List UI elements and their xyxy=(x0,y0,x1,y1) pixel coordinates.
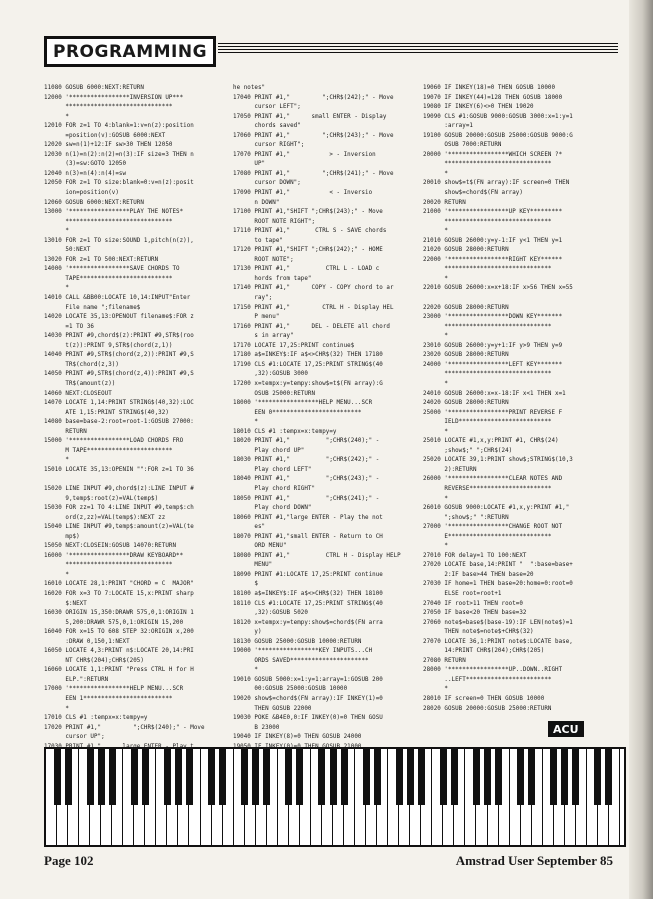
code-line: cursor LEFT"; xyxy=(233,104,301,111)
code-line: 25020 LOCATE 39,1:PRINT show$;STRING$(10,3 xyxy=(423,457,573,464)
code-line xyxy=(44,475,234,485)
code-line: 13000 '*****************PLAY THE NOTES* xyxy=(44,209,184,216)
black-key xyxy=(363,749,370,805)
code-line: 00:GOSUB 25000:GOSUB 10000 xyxy=(233,686,348,693)
code-line: 28000 '*****************UP..DOWN..RIGHT xyxy=(423,667,563,674)
black-key xyxy=(484,749,491,805)
code-line: IELD************************** xyxy=(423,419,552,426)
code-line: ray"; xyxy=(233,295,273,302)
code-line: 18080 PRINT #1," CTRL H - Display HELP xyxy=(233,552,401,559)
code-line: 19100 GOSUB 20000:GOSUB 25000:GOSUB 9000:G xyxy=(423,132,573,139)
black-key xyxy=(219,749,226,805)
black-key xyxy=(109,749,116,805)
code-line: 18050 PRINT #1," ";CHR$(241);" - xyxy=(233,495,380,502)
code-line: 27000 '*****************CHANGE ROOT NOT xyxy=(423,524,563,531)
code-line: 18130 GOSUB 25000:GOSUB 10000:RETURN xyxy=(233,638,362,645)
code-line: 18010 CLS #1 :tempx=x:tempy=y xyxy=(233,428,337,435)
code-line: ord(z,zz)=VAL(temp$):NEXT zz xyxy=(44,514,166,521)
code-line: he notes" xyxy=(233,85,266,91)
code-line: * xyxy=(44,457,69,464)
black-key xyxy=(330,749,337,805)
code-line: 17040 PRINT #1," ";CHR$(242);" - Move xyxy=(233,94,394,101)
code-line: 25000 '*****************PRINT REVERSE F xyxy=(423,409,563,416)
code-line: 12060 GOSUB 6000:NEXT:RETURN xyxy=(44,199,144,206)
code-line: 12010 FOR z=1 TO 4:blank=1:v=n(z):position xyxy=(44,123,194,130)
black-key xyxy=(164,749,171,805)
page-spine-shadow xyxy=(629,0,653,899)
code-line: 14010 CALL &BB00:LOCATE 10,14:INPUT"Enter xyxy=(44,295,191,302)
code-line: 17130 PRINT #1," CTRL L - LOAD c xyxy=(233,266,380,273)
code-line: 17140 PRINT #1," COPY - COPY chord to ar xyxy=(233,285,394,292)
code-line: File name ";filename$ xyxy=(44,304,141,311)
code-line: Play chord LEFT" xyxy=(233,466,312,473)
code-line: 13020 FOR z=1 TO 500:NEXT:RETURN xyxy=(44,256,159,263)
code-line: :array=1 xyxy=(423,123,473,130)
code-line: 14040 PRINT #9,STR$(chord(z,2)):PRINT #9,S xyxy=(44,352,194,359)
code-line: chords saved" xyxy=(233,123,301,130)
code-line: 14070 LOCATE 1,14:PRINT STRING$(40,32):LOC xyxy=(44,400,194,407)
code-line: 17080 PRINT #1," ";CHR$(241);" - Move xyxy=(233,170,394,177)
code-line: 17010 CLS #1 :tempx=x:tempy=y xyxy=(44,715,148,722)
code-line: show$=chord$(FN array) xyxy=(423,190,523,197)
code-line: 15030 FOR zz=1 TO 4:LINE INPUT #9,temp$:ch xyxy=(44,505,194,512)
code-line: M TAPE************************ xyxy=(44,447,173,454)
black-key xyxy=(473,749,480,805)
black-key xyxy=(341,749,348,805)
code-line: 27020 LOCATE base,14:PRINT " ":base=base+ xyxy=(423,562,573,569)
black-key xyxy=(175,749,182,805)
code-line: 19010 GOSUB 5000:x=1:y=1:array=1:GOSUB 200 xyxy=(233,676,383,683)
code-line: 23000 '*****************DOWN KEY******* xyxy=(423,314,563,321)
code-line: 18020 PRINT #1," ";CHR$(240);" - xyxy=(233,438,380,445)
code-line: * xyxy=(423,170,448,177)
black-key xyxy=(318,749,325,805)
code-line: 14020 LOCATE 35,13:OPENOUT filename$:FOR z xyxy=(44,314,194,321)
black-key xyxy=(65,749,72,805)
code-line: 22020 GOSUB 28000:RETURN xyxy=(423,304,509,311)
code-line: hords from tape" xyxy=(233,275,312,282)
code-line: 18100 a$=INKEY$:IF a$<>CHR$(32) THEN 18100 xyxy=(233,590,383,597)
code-line: 16010 LOCATE 28,1:PRINT "CHORD = C MAJOR" xyxy=(44,581,194,588)
code-line: 12040 n(3)=n(4):n(4)=sw xyxy=(44,170,127,177)
code-line: es" xyxy=(233,524,266,531)
code-line: 17120 PRINT #1,"SHIFT ";CHR$(242);" - HOME xyxy=(233,247,383,254)
code-line: y) xyxy=(233,629,262,636)
code-line: ion=position(v) xyxy=(44,190,119,197)
code-line: ATE 1,15:PRINT STRING$(40,32) xyxy=(44,409,169,416)
code-line: $ xyxy=(233,581,258,588)
black-key xyxy=(208,749,215,805)
code-line: TR$(amount(z)) xyxy=(44,380,116,387)
code-line: 27060 note$=base$(base-19):IF LEN(note$)=1 xyxy=(423,619,573,626)
code-line: 50:NEXT xyxy=(44,247,91,254)
code-line: 17150 PRINT #1," CTRL H - Display HEL xyxy=(233,304,394,311)
code-line: 21000 '*****************UP KEY********* xyxy=(423,209,563,216)
code-line: ****************************** xyxy=(423,266,552,273)
code-line: 23020 GOSUB 28000:RETURN xyxy=(423,352,509,359)
black-key xyxy=(241,749,248,805)
black-key xyxy=(440,749,447,805)
black-key xyxy=(451,749,458,805)
code-line: 22010 GOSUB 26000:x=x+18:IF x>56 THEN x=55 xyxy=(423,285,573,292)
code-line: E***************************** xyxy=(423,533,552,540)
code-line: 16030 ORIGIN 15,350:DRAWR 575,0,1:ORIGIN 1 xyxy=(44,610,194,617)
code-line: ****************************** xyxy=(44,104,173,111)
code-line: ****************************** xyxy=(44,562,173,569)
black-key xyxy=(131,749,138,805)
code-line: 18070 PRINT #1,"small ENTER - Return to CH xyxy=(233,533,383,540)
black-key xyxy=(550,749,557,805)
code-line: TR$(chord(z,3)) xyxy=(44,361,119,368)
code-line: 19060 IF INKEY(18)=0 THEN GOSUB 10000 xyxy=(423,85,556,91)
code-line: 19090 CLS #1:GOSUB 9000:GOSUB 3000:x=1:y=1 xyxy=(423,113,573,120)
code-line: ORDS SAVED********************** xyxy=(233,657,369,664)
code-line: 15000 '*****************LOAD CHORDS FRO xyxy=(44,438,184,445)
code-line: 18040 PRINT #1," ";CHR$(243);" - xyxy=(233,476,380,483)
acu-badge: ACU xyxy=(548,721,584,737)
black-key xyxy=(396,749,403,805)
code-line: 28010 IF screen=0 THEN GOSUB 10000 xyxy=(423,696,545,702)
black-key xyxy=(87,749,94,805)
code-line: to tape" xyxy=(233,237,283,244)
code-line: 14060 NEXT:CLOSEOUT xyxy=(44,390,112,397)
black-key xyxy=(594,749,601,805)
code-line: 17000 '*****************HELP MENU...SCR xyxy=(44,686,184,693)
code-line: 17110 PRINT #1," CTRL S - SAVE chords xyxy=(233,228,387,235)
code-line: Play chord UP" xyxy=(233,447,305,454)
code-line: 27010 FOR delay=1 TO 100:NEXT xyxy=(423,552,527,559)
code-line: 17200 x=tempx:y=tempy:show$=t$(FN array):G xyxy=(233,380,383,387)
code-line: 19080 IF INKEY(6)<>0 THEN 19020 xyxy=(423,104,534,111)
code-line: 17190 CLS #1:LOCATE 17,25:PRINT STRING$(40 xyxy=(233,361,383,368)
code-line: * xyxy=(423,428,448,435)
code-line: cursor UP"; xyxy=(44,734,105,741)
code-line: 17160 PRINT #1," DEL - DELETE all chord xyxy=(233,323,391,330)
code-line: 12030 n(1)=n(2):n(2)=n(3):IF size=3 THEN n xyxy=(44,151,194,158)
code-line: 26010 GOSUB 9000:LOCATE #1,x,y:PRINT #1," xyxy=(423,505,570,512)
code-line: 15040 LINE INPUT #9,temp$:amount(z)=VAL(te xyxy=(44,524,194,531)
code-line: 18030 PRINT #1," ";CHR$(242);" - xyxy=(233,457,380,464)
code-line: 21020 GOSUB 28000:RETURN xyxy=(423,247,509,254)
code-line: 16050 LOCATE 4,3:PRINT n$:LOCATE 20,14:PRI xyxy=(44,648,194,655)
code-line: 14:PRINT CHR$(204);CHR$(205) xyxy=(423,648,545,655)
code-line: :DRAW 0,150,1:NEXT xyxy=(44,638,130,645)
code-line: =1 TO 36 xyxy=(44,323,94,330)
code-line: 12000 '*****************INVERSION UP*** xyxy=(44,94,184,101)
code-line: Play chord RIGHT" xyxy=(233,485,316,492)
black-key xyxy=(296,749,303,805)
code-line: 19030 POKE &B4E0,0:IF INKEY(0)=0 THEN GOSU xyxy=(233,715,383,722)
code-line: 9,temp$:root(z)=VAL(temp$) xyxy=(44,495,159,502)
code-line: 18120 x=tempx:y=tempy:show$=chord$(FN arra xyxy=(233,619,383,626)
code-line: 5,200:DRAWR 575,0,1:ORIGIN 15,200 xyxy=(44,619,184,626)
code-line: (3)=sw:GOTO 12050 xyxy=(44,161,127,168)
code-line: THEN GOSUB 22000 xyxy=(233,705,312,712)
black-key xyxy=(418,749,425,805)
code-line: 28020 GOSUB 20000:GOSUB 25000:RETURN xyxy=(423,705,552,712)
code-line: 17100 PRINT #1,"SHIFT ";CHR$(243);" - Move xyxy=(233,209,383,216)
code-line: 15020 LINE INPUT #9,chord$(z):LINE INPUT # xyxy=(44,485,194,492)
code-line: EEN 1************************* xyxy=(44,696,173,702)
code-line: s in array" xyxy=(233,333,294,340)
code-line: OSUB 7000:RETURN xyxy=(423,142,502,149)
code-line: 15050 NEXT:CLOSEIN:GOSUB 14070:RETURN xyxy=(44,543,177,550)
code-line: ELP.":RETURN xyxy=(44,676,109,683)
code-line: 15010 LOCATE 35,13:OPENIN "":FOR z=1 TO 36 xyxy=(44,466,194,473)
code-line xyxy=(423,294,618,304)
code-line: * xyxy=(44,571,69,578)
code-line: REVERSE*********************** xyxy=(423,485,552,492)
code-line: * xyxy=(423,333,448,340)
code-line: * xyxy=(423,686,448,693)
code-line: 12020 sw=n(1)+12:IF sw>30 THEN 12050 xyxy=(44,142,173,149)
black-key xyxy=(374,749,381,805)
code-column-1 xyxy=(44,84,234,752)
code-line: * xyxy=(423,543,448,550)
code-line: * xyxy=(44,113,69,120)
code-line: 20020 RETURN xyxy=(423,199,466,206)
header-rule xyxy=(218,43,618,55)
code-line: 17180 a$=INKEY$:IF a$<>CHR$(32) THEN 17180 xyxy=(233,352,383,359)
code-line: 20010 show$=t$(FN array):IF screen=0 THEN xyxy=(423,180,570,187)
code-line: TAPE************************** xyxy=(44,275,173,282)
code-line: 24000 '*****************LEFT KEY******* xyxy=(423,361,563,368)
code-line: 16000 '*****************DRAW KEYBOARD** xyxy=(44,552,184,559)
code-line: 27030 IF home=1 THEN base=20:home=0:root=0 xyxy=(423,581,573,588)
black-key xyxy=(407,749,414,805)
code-line: MENU" xyxy=(233,562,273,569)
code-line: NT CHR$(204);CHR$(205) xyxy=(44,657,144,664)
code-line: 2):RETURN xyxy=(423,466,477,473)
code-line: UP" xyxy=(233,161,266,168)
code-line: ****************************** xyxy=(423,161,552,168)
code-column-3 xyxy=(423,84,618,714)
code-line: 27050 IF base<20 THEN base=32 xyxy=(423,610,527,617)
code-line: cursor RIGHT"; xyxy=(233,142,305,149)
code-line: B 23000 xyxy=(233,724,280,731)
code-line: $:NEXT xyxy=(44,600,87,607)
code-line: Play chord DOWN" xyxy=(233,505,312,512)
black-key xyxy=(263,749,270,805)
code-line: 17060 PRINT #1," ";CHR$(243);" - Move xyxy=(233,132,394,139)
code-line: n DOWN" xyxy=(233,199,280,206)
code-line: THEN note$=note$+CHR$(32) xyxy=(423,629,534,636)
code-line: ..LEFT************************ xyxy=(423,676,552,683)
code-line: 13010 FOR z=1 TO size:SOUND 1,pitch(n(z)), xyxy=(44,237,194,244)
code-line: 19040 IF INKEY(8)=0 THEN GOSUB 24000 xyxy=(233,734,362,741)
black-key xyxy=(285,749,292,805)
code-line: 14080 base=base-2:root=root-1:GOSUB 27000: xyxy=(44,419,194,426)
code-line: 18060 PRINT #1,"large ENTER - Play the not xyxy=(233,514,383,521)
black-key xyxy=(561,749,568,805)
code-line: ";show$;" ":RETURN xyxy=(423,514,509,521)
code-line: * xyxy=(44,285,69,292)
code-line: 14030 PRINT #9,chord$(z):PRINT #9,STR$(roo xyxy=(44,333,194,340)
code-line: 11080 GOSUB 6000:NEXT:RETURN xyxy=(44,85,144,91)
code-line: 21010 GOSUB 26000:y=y-1:IF y<1 THEN y=1 xyxy=(423,237,563,244)
code-line: EEN 0************************* xyxy=(233,409,362,416)
code-line: 18090 PRINT #1:LOCATE 17,25:PRINT continue xyxy=(233,571,383,578)
code-line: 12050 FOR z=1 TO size:blank=0:v=n(z):posit xyxy=(44,180,194,187)
code-line: * xyxy=(233,667,258,674)
black-key xyxy=(54,749,61,805)
code-line: 17170 LOCATE 17,25:PRINT continue$ xyxy=(233,342,355,349)
code-line: * xyxy=(423,228,448,235)
code-line: 16020 FOR x=3 TO 7:LOCATE 15,x:PRINT sharp xyxy=(44,590,194,597)
code-line: * xyxy=(44,705,69,712)
code-line: ,32):GOSUB 5020 xyxy=(233,610,308,617)
code-line: t(z)):PRINT 9,STR$(chord(z,1)) xyxy=(44,342,173,349)
code-line: 17050 PRINT #1," small ENTER - Display xyxy=(233,113,387,120)
black-key xyxy=(142,749,149,805)
code-line: 14050 PRINT #9,STR$(chord(z,4)):PRINT #9,S xyxy=(44,371,194,378)
code-line: ROOT NOTE RIGHT"; xyxy=(233,218,316,225)
code-line: * xyxy=(423,380,448,387)
code-line: ;show$;" ";CHR$(24) xyxy=(423,447,513,454)
code-line: 17020 PRINT #1," ";CHR$(240);" - Move xyxy=(44,724,205,731)
code-line: 25010 LOCATE #1,x,y:PRINT #1, CHR$(24) xyxy=(423,438,559,445)
code-line: 16040 FOR x=15 TO 608 STEP 32:ORIGIN x,200 xyxy=(44,629,194,636)
piano-keyboard-illustration xyxy=(44,747,626,847)
code-line: 16060 LOCATE 1,1:PRINT "Press CTRL H for H xyxy=(44,667,194,674)
black-key xyxy=(252,749,259,805)
code-line: 20000 '*****************WHICH SCREEN ?* xyxy=(423,151,563,158)
black-key xyxy=(517,749,524,805)
code-line: OSUB 25000:RETURN xyxy=(233,390,316,397)
magazine-issue: Amstrad User September 85 xyxy=(455,853,613,868)
code-line: ****************************** xyxy=(44,218,173,225)
code-column-2 xyxy=(233,84,421,752)
code-line: 17090 PRINT #1," < - Inversio xyxy=(233,190,373,197)
code-line: ORD MENU" xyxy=(233,543,287,550)
black-key xyxy=(495,749,502,805)
code-line: * xyxy=(44,228,69,235)
code-line: ****************************** xyxy=(423,218,552,225)
code-line: * xyxy=(423,275,448,282)
code-line: 18000 '*****************HELP MENU...SCR xyxy=(233,400,373,407)
code-line: 23010 GOSUB 26000:y=y+1:IF y>9 THEN y=9 xyxy=(423,342,563,349)
code-line: 19000 '*****************KEY INPUTS...CH xyxy=(233,648,373,655)
code-line: * xyxy=(423,495,448,502)
code-line: 2:IF base>44 THEN base=20 xyxy=(423,571,534,578)
code-line: =position(v):GOSUB 6000:NEXT xyxy=(44,132,166,139)
section-header: PROGRAMMING xyxy=(44,36,216,67)
code-line: P menu" xyxy=(233,314,280,321)
code-line: 26000 '*****************CLEAR NOTES AND xyxy=(423,476,563,483)
code-line: 18110 CLS #1:LOCATE 17,25:PRINT STRING$(40 xyxy=(233,600,383,607)
code-line: 22000 '*****************RIGHT KEY****** xyxy=(423,256,563,263)
black-key xyxy=(605,749,612,805)
code-line: RETURN xyxy=(44,428,87,435)
code-line: 27040 IF root>11 THEN root=0 xyxy=(423,600,523,607)
black-key xyxy=(186,749,193,805)
code-line: ELSE root=root+1 xyxy=(423,590,502,597)
code-line: 19020 show$=chord$(FN array):IF INKEY(1)=0 xyxy=(233,696,383,702)
code-line: mp$) xyxy=(44,533,80,540)
code-line: 24020 GOSUB 28000:RETURN xyxy=(423,400,509,407)
black-key xyxy=(572,749,579,805)
code-line: ,32):GOSUB 3000 xyxy=(233,371,308,378)
code-line: ****************************** xyxy=(423,323,552,330)
code-line: 19070 IF INKEY(44)=128 THEN GOSUB 18000 xyxy=(423,94,563,101)
black-key xyxy=(98,749,105,805)
code-line: ****************************** xyxy=(423,371,552,378)
code-line: 27070 LOCATE 36,1:PRINT note$:LOCATE base, xyxy=(423,638,573,645)
code-line: cursor DOWN"; xyxy=(233,180,301,187)
code-line: ROOT NOTE"; xyxy=(233,256,294,263)
black-key xyxy=(528,749,535,805)
code-line: 14000 '*****************SAVE CHORDS TO xyxy=(44,266,180,273)
page-number: Page 102 xyxy=(44,853,94,868)
code-line: 27080 RETURN xyxy=(423,657,466,664)
code-line: 24010 GOSUB 26000:x=x-18:IF x<1 THEN x=1 xyxy=(423,390,566,397)
code-line: * xyxy=(233,419,258,426)
code-line: 17070 PRINT #1," > - Inversion xyxy=(233,151,376,158)
